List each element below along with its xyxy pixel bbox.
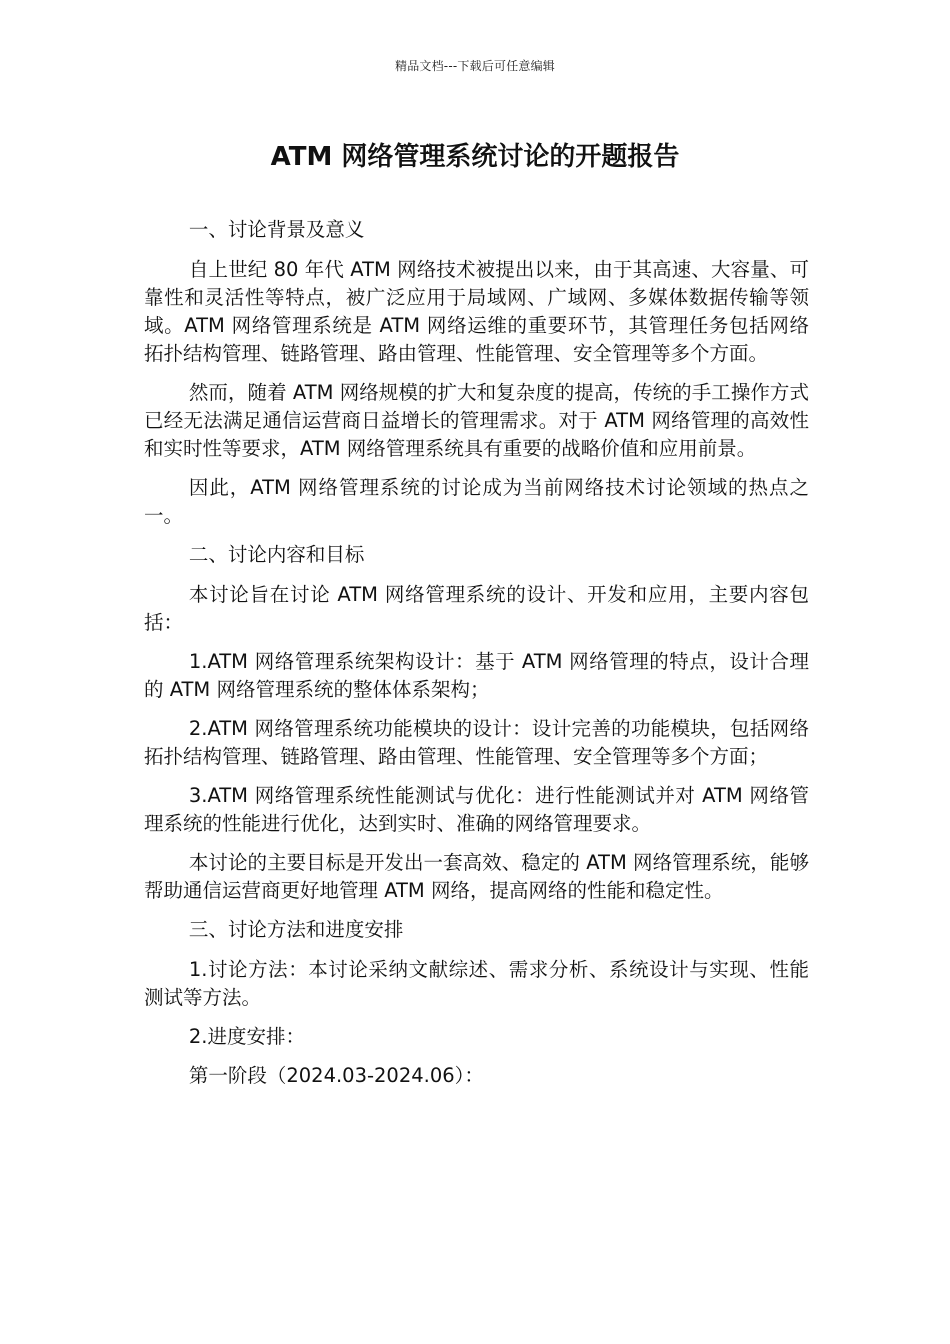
list-item-modules: 2.ATM 网络管理系统功能模块的设计：设计完善的功能模块，包括网络拓扑结构管理、链路管理、路由管理、性能管理、安全管理等多个方面；	[144, 717, 809, 768]
document-title: ATM 网络管理系统讨论的开题报告	[270, 142, 680, 172]
section-heading-method: 三、讨论方法和进度安排	[188, 918, 404, 941]
list-item-architecture: 1.ATM 网络管理系统架构设计：基于 ATM 网络管理的特点，设计合理的 ATM 网络管理系统的整体体系架构；	[144, 650, 809, 701]
paragraph-goal: 本讨论的主要目标是开发出一套高效、稳定的 ATM 网络管理系统，能够帮助通信运营商更好地管理 ATM 网络，提高网络的性能和稳定性。	[144, 851, 809, 902]
paragraph-background-2: 然而，随着 ATM 网络规模的扩大和复杂度的提高，传统的手工操作方式已经无法满足通信运营商日益增长的管理需求。对于 ATM 网络管理的高效性和实时性等要求，ATM 网络管理系统具有重要的战略价值和应用前景。	[144, 381, 809, 460]
section-heading-content: 二、讨论内容和目标	[188, 543, 365, 566]
schedule-phase-1: 第一阶段（2024.03-2024.06）：	[188, 1064, 484, 1087]
header-note: 精品文档---下载后可任意编辑	[395, 59, 555, 73]
paragraph-background-1: 自上世纪 80 年代 ATM 网络技术被提出以来，由于其高速、大容量、可靠性和灵活性等特点，被广泛应用于局域网、广域网、多媒体数据传输等领域。ATM 网络管理系统是 ATM 网络运维的重要环节，其管理任务包括网络拓扑结构管理、链路管理、路由管理、性能管理、安全管理等多个方面。	[144, 258, 809, 365]
paragraph-content-intro: 本讨论旨在讨论 ATM 网络管理系统的设计、开发和应用，主要内容包括：	[144, 583, 809, 634]
list-item-performance: 3.ATM 网络管理系统性能测试与优化：进行性能测试并对 ATM 网络管理系统的性能进行优化，达到实时、准确的网络管理要求。	[144, 784, 809, 835]
list-item-schedule: 2.进度安排：	[188, 1025, 305, 1048]
document-body	[144, 216, 809, 1101]
paragraph-background-3: 因此，ATM 网络管理系统的讨论成为当前网络技术讨论领域的热点之一。	[144, 476, 809, 527]
section-heading-background: 一、讨论背景及意义	[188, 218, 365, 241]
list-item-method: 1.讨论方法：本讨论采纳文献综述、需求分析、系统设计与实现、性能测试等方法。	[144, 958, 809, 1009]
